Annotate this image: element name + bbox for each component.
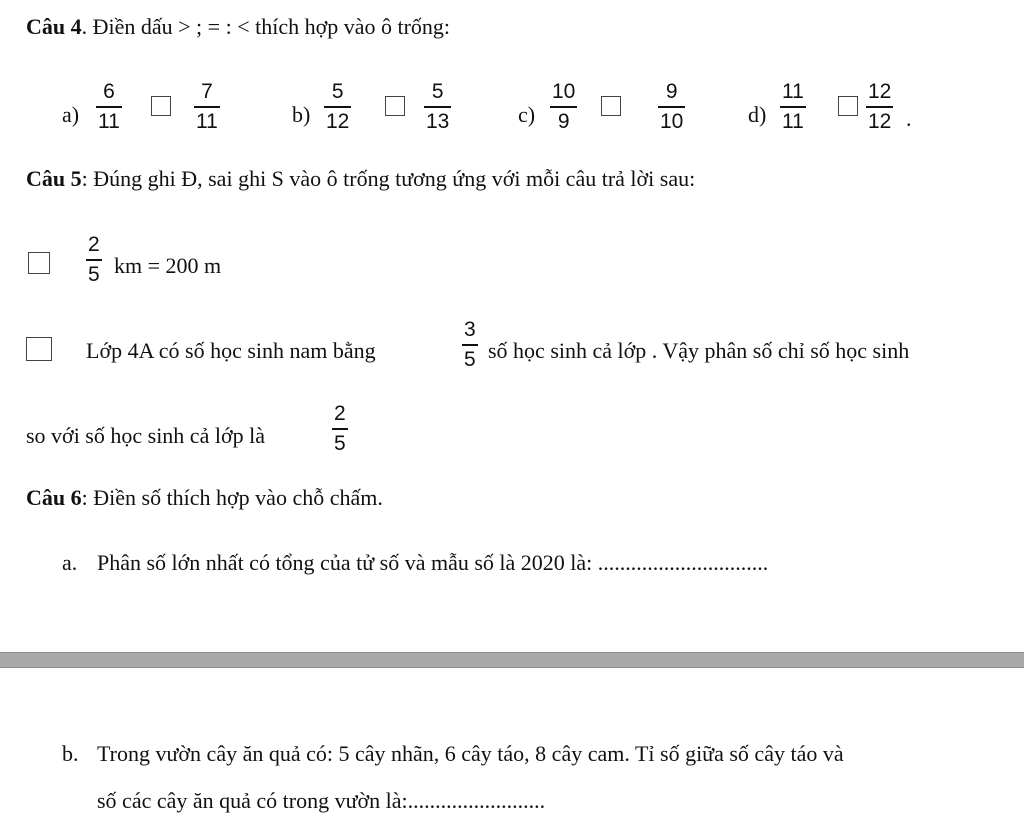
q6-title <box>26 485 383 511</box>
q5-s2-answer-box[interactable] <box>26 337 52 361</box>
q4-c-right-numerator: 9 <box>665 80 678 103</box>
fraction-bar <box>86 259 102 261</box>
q5-s1-numerator: 2 <box>88 233 100 256</box>
fraction-bar <box>324 106 351 108</box>
q5-s2-text-pre: Lớp 4A có số học sinh nam bằng <box>86 338 376 363</box>
q4-a-fraction-left <box>96 80 122 134</box>
q5-s2-fraction2-denominator: 5 <box>334 431 346 455</box>
q4-item-b-label: b) <box>292 102 311 127</box>
q4-d-right-denominator: 12 <box>868 109 892 133</box>
fraction-bar <box>194 106 220 108</box>
q4-b-right-numerator: 5 <box>431 80 444 103</box>
fraction-bar <box>424 106 451 108</box>
q4-d-period: . <box>906 106 912 131</box>
q4-c-fraction-right <box>658 80 685 134</box>
q4-c-left-denominator: 9 <box>557 109 570 133</box>
q4-b-fraction-left <box>324 80 351 134</box>
fraction-bar <box>658 106 685 108</box>
q6-b-text-line1: Trong vườn cây ăn quả có: 5 cây nhãn, 6 cây táo, 8 cây cam. Tỉ số giữa số cây táo và <box>97 741 844 766</box>
q4-d-right-numerator: 12 <box>868 80 892 103</box>
q4-d-fraction-left <box>780 80 806 134</box>
q4-b-right-denominator: 13 <box>426 109 450 133</box>
q4-a-left-numerator: 6 <box>103 80 115 103</box>
fraction-bar <box>866 106 893 108</box>
q4-a-answer-box[interactable] <box>151 96 171 116</box>
q4-c-left-numerator: 10 <box>552 80 576 103</box>
fraction-bar <box>462 344 478 346</box>
q5-s2-numerator: 3 <box>464 318 476 341</box>
q4-item-a-label: a) <box>62 102 80 127</box>
q4-c-answer-box[interactable] <box>601 96 621 116</box>
q5-s2-denominator: 5 <box>464 347 476 371</box>
q6-a-text: Phân số lớn nhất có tổng của tử số và mẫu số là 2020 là: ............................... <box>97 550 769 575</box>
q4-title <box>26 14 450 40</box>
fraction-bar <box>780 106 806 108</box>
q4-a-right-denominator: 11 <box>196 109 218 133</box>
q6-b-text-line2: số các cây ăn quả có trong vườn là:......................... <box>97 788 546 813</box>
q5-s1-denominator: 5 <box>88 262 100 286</box>
q4-b-answer-box[interactable] <box>385 96 405 116</box>
q5-s2-text-post: số học sinh cả lớp . Vậy phân số chỉ số học sinh <box>488 338 910 363</box>
q4-c-right-denominator: 10 <box>660 109 684 133</box>
fraction-bar <box>550 106 577 108</box>
q5-title-bold: Câu 5 <box>26 166 82 191</box>
q5-s2-fraction2-numerator: 2 <box>334 402 346 425</box>
q5-title <box>26 166 695 192</box>
fraction-bar <box>332 428 348 430</box>
q4-d-answer-box[interactable] <box>838 96 858 116</box>
q5-title-text: : Đúng ghi Đ, sai ghi S vào ô trống tương ứng với mỗi câu trả lời sau: <box>81 166 696 191</box>
q5-s1-answer-box[interactable] <box>28 252 50 274</box>
fraction-bar <box>96 106 122 108</box>
q4-title-text: . Điền dấu > ; = : < thích hợp vào ô trống: <box>81 14 451 39</box>
q4-item-d-label: d) <box>748 102 767 127</box>
q6-title-bold: Câu 6 <box>26 485 82 510</box>
q4-a-right-numerator: 7 <box>201 80 213 103</box>
q6-title-text: : Điền số thích hợp vào chỗ chấm. <box>81 485 383 510</box>
q4-item-c-label: c) <box>518 102 536 127</box>
page-break-divider <box>0 652 1024 668</box>
q5-s2-fraction <box>462 318 478 372</box>
q4-b-left-denominator: 12 <box>326 109 350 133</box>
q4-d-left-denominator: 11 <box>782 109 804 133</box>
q5-s2-fraction2 <box>332 402 348 456</box>
q4-title-bold: Câu 4 <box>26 14 82 39</box>
q4-d-left-numerator: 11 <box>782 80 804 103</box>
q4-a-left-denominator: 11 <box>98 109 120 133</box>
q4-c-fraction-left <box>550 80 577 134</box>
q5-s1-text: km = 200 m <box>114 253 222 278</box>
q4-d-fraction-right <box>866 80 893 134</box>
q4-a-fraction-right <box>194 80 220 134</box>
q6-a-label: a. <box>62 550 78 575</box>
q6-b-label: b. <box>62 741 79 766</box>
q5-s2-text-line2: so với số học sinh cả lớp là <box>26 423 265 448</box>
q4-b-fraction-right <box>424 80 451 134</box>
q4-b-left-numerator: 5 <box>331 80 344 103</box>
q5-s1-fraction <box>86 233 102 287</box>
